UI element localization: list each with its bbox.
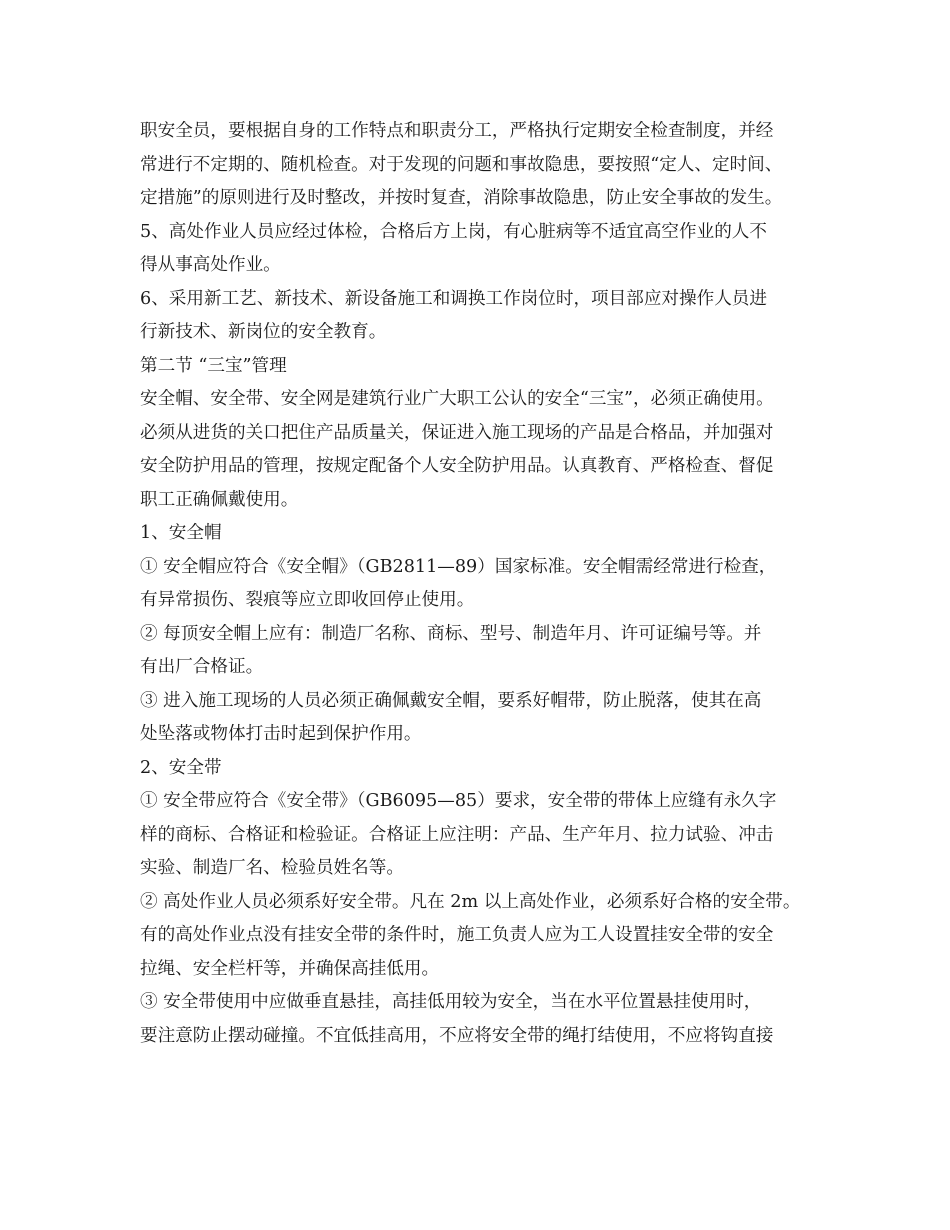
text-line: 必须从进货的关口把住产品质量关，保证进入施工现场的产品是合格品，并加强对 — [140, 422, 774, 443]
text-line: 职安全员，要根据自身的工作特点和职责分工，严格执行定期安全检查制度，并经 — [140, 121, 774, 141]
text-line: 要注意防止摆动碰撞。不宜低挂高用，不应将安全带的绳打结使用，不应将钩直接 — [140, 1025, 774, 1046]
text-line: 安全防护用品的管理，按规定配备个人安全防护用品。认真教育、严格检查、督促 — [140, 456, 774, 476]
text-line: ① 安全帽应符合《安全帽》（GB2811—89）国家标准。安全帽需经常进行检查， — [140, 556, 777, 577]
text-line: 样的商标、合格证和检验证。合格证上应注明：产品、生产年月、拉力试验、冲击 — [140, 824, 774, 845]
text-line: ② 每顶安全帽上应有：制造厂名称、商标、型号、制造年月、许可证编号等。并 — [140, 623, 762, 644]
text-line: 常进行不定期的、随机检查。对于发现的问题和事故隐患，要按照“定人、定时间、 — [140, 154, 783, 175]
text-line: 定措施”的原则进行及时整改，并按时复查，消除事故隐患，防止安全事故的发生。 — [140, 188, 783, 208]
section-heading: 第二节 “三宝”管理 — [140, 355, 287, 376]
document-body — [140, 115, 830, 1053]
text-line: 行新技术、新岗位的安全教育。 — [140, 322, 387, 342]
subsection-heading: 1、安全帽 — [140, 523, 222, 543]
subsection-heading: 2、安全带 — [140, 757, 222, 778]
text-line: 得从事高处作业。 — [140, 255, 281, 275]
text-line: 处坠落或物体打击时起到保护作用。 — [140, 724, 422, 744]
text-line: 安全帽、安全带、安全网是建筑行业广大职工公认的安全“三宝”，必须正确使用。 — [140, 389, 774, 409]
text-line: 有出厂合格证。 — [140, 657, 264, 677]
text-line: ③ 进入施工现场的人员必须正确佩戴安全帽，要系好帽带，防止脱落，使其在高 — [140, 690, 762, 711]
text-line: ① 安全带应符合《安全带》（GB6095—85）要求，安全带的带体上应缝有永久字 — [140, 791, 777, 811]
text-line: ② 高处作业人员必须系好安全带。凡在 2m 以上高处作业，必须系好合格的安全带。 — [140, 891, 801, 912]
text-line: 6、采用新工艺、新技术、新设备施工和调换工作岗位时，项目部应对操作人员进 — [140, 288, 767, 309]
text-line: 职工正确佩戴使用。 — [140, 489, 299, 510]
text-line: 实验、制造厂名、检验员姓名等。 — [140, 858, 404, 878]
text-line: 有的高处作业点没有挂安全带的条件时，施工负责人应为工人设置挂安全带的安全 — [140, 925, 774, 945]
text-line: 拉绳、安全栏杆等，并确保高挂低用。 — [140, 958, 440, 979]
text-line: 有异常损伤、裂痕等应立即收回停止使用。 — [140, 590, 475, 610]
text-line: ③ 安全带使用中应做垂直悬挂，高挂低用较为安全，当在水平位置悬挂使用时， — [140, 992, 762, 1012]
text-line: 5、高处作业人员应经过体检，合格后方上岗，有心脏病等不适宜高空作业的人不 — [140, 221, 767, 242]
